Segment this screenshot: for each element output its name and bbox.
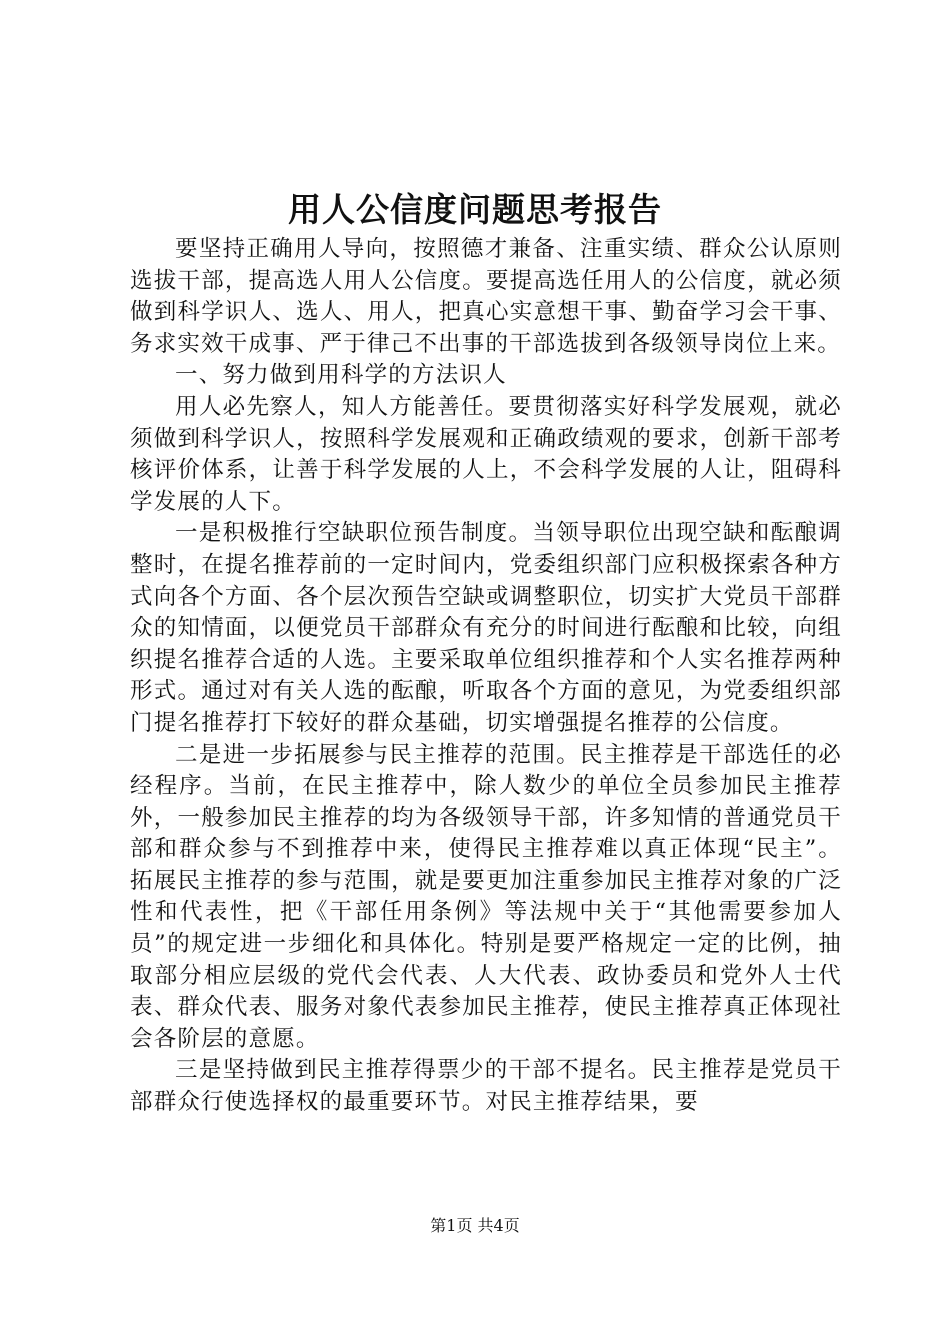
paragraph-intro: 要坚持正确用人导向，按照德才兼备、注重实绩、群众公认原则选拔干部，提高选人用人公信度。要提高选任用人的公信度，就必须做到科学识人、选人、用人，把真心实意想干事、勤奋学习会干事、务求实效干成事、严于律己不出事的干部选拔到各级领导岗位上来。 bbox=[130, 236, 842, 357]
paragraph-point-1: 一是积极推行空缺职位预告制度。当领导职位出现空缺和酝酿调整时，在提名推荐前的一定时间内，党委组织部门应积极探索各种方式向各个方面、各个层次预告空缺或调整职位，切实扩大党员干部群众的知情面，以便党员干部群众有充分的时间进行酝酿和比较，向组织提名推荐合适的人选。主要采取单位组织推荐和个人实名推荐两种形式。通过对有关人选的酝酿，听取各个方面的意见，为党委组织部门提名推荐打下较好的群众基础，切实增强提名推荐的公信度。 bbox=[130, 520, 842, 736]
paragraph-section-1: 用人必先察人，知人方能善任。要贯彻落实好科学发展观，就必须做到科学识人，按照科学发展观和正确政绩观的要求，创新干部考核评价体系，让善于科学发展的人上，不会科学发展的人让，阻碍科学发展的人下。 bbox=[130, 393, 842, 515]
document-title: 用人公信度问题思考报告 bbox=[288, 190, 662, 229]
section-heading-1: 一、努力做到用科学的方法识人 bbox=[175, 362, 507, 389]
document-body bbox=[130, 234, 842, 1119]
paragraph-point-2: 二是进一步拓展参与民主推荐的范围。民主推荐是干部选任的必经程序。当前，在民主推荐中，除人数少的单位全员参加民主推荐外，一般参加民主推荐的均为各级领导干部，许多知情的普通党员干部和群众参与不到推荐中来，使得民主推荐难以真正体现“民主”。拓展民主推荐的参与范围，就是要更加注重参加民主推荐对象的广泛性和代表性，把《干部任用条例》等法规中关于“其他需要参加人员”的规定进一步细化和具体化。特别是要严格规定一定的比例，抽取部分相应层级的党代会代表、人大代表、政协委员和党外人士代表、群众代表、服务对象代表参加民主推荐，使民主推荐真正体现社会各阶层的意愿。 bbox=[130, 741, 842, 1052]
page-number-footer: 第1页 共4页 bbox=[430, 1216, 520, 1235]
paragraph-point-3: 三是坚持做到民主推荐得票少的干部不提名。民主推荐是党员干部群众行使选择权的最重要环节。对民主推荐结果，要 bbox=[130, 1057, 842, 1116]
